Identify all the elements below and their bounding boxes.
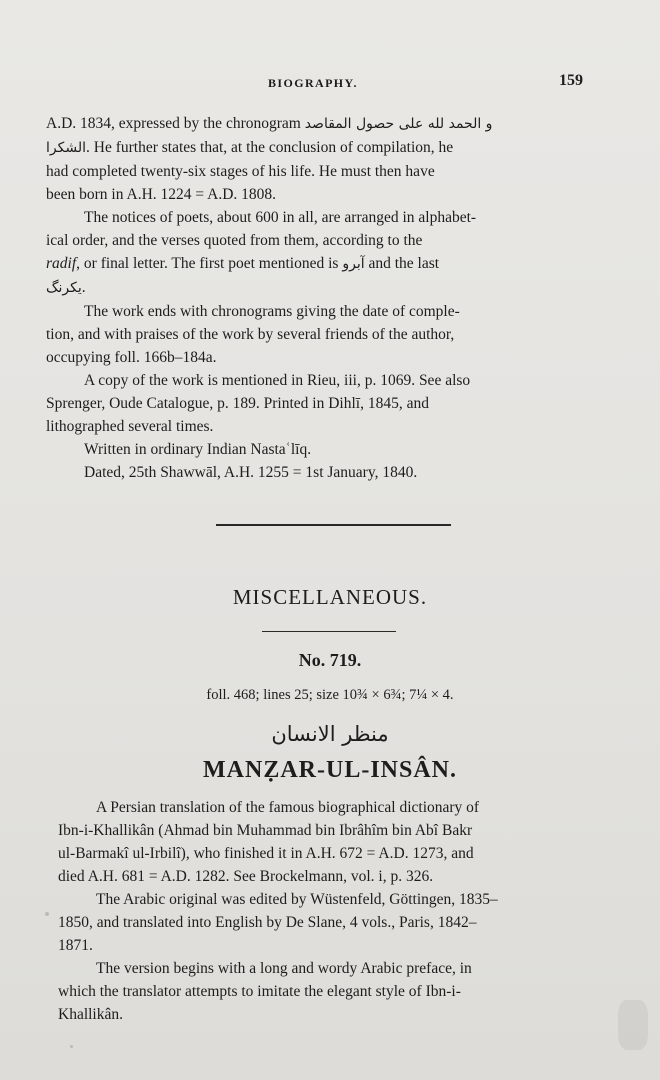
text-span: , or final letter. The first poet mentioned is (76, 255, 343, 272)
arabic-title: منظر الانسان (271, 722, 389, 746)
text-span: A.D. 1834, expressed by the chronogram (46, 115, 305, 132)
paragraph-2-line-1: The notices of poets, about 600 in all, are arranged in alphabet- (84, 209, 477, 226)
paragraph-9-line-1: The version begins with a long and wordy Arabic preface, in (96, 960, 472, 977)
bottom-text-block (58, 796, 592, 1026)
paragraph-3-line-2: tion, and with praises of the work by several friends of the author, (46, 326, 455, 343)
paragraph-9-line-2: which the translator attempts to imitate the elegant style of Ibn-i- (58, 983, 461, 1000)
paragraph-4-line-1: A copy of the work is mentioned in Rieu, iii, p. 1069. See also (84, 372, 471, 389)
arabic-chronogram-end: الشكرا (46, 140, 86, 156)
text-span: . He further states that, at the conclusion of compilation, he (86, 139, 454, 156)
page-number: 159 (559, 72, 583, 89)
folio-description: foll. 468; lines 25; size 10¾ × 6¾; 7¼ × 4. (206, 687, 454, 703)
paragraph-1-line-3: had completed twenty-six stages of his life. He must then have (46, 163, 435, 180)
heading-underline (262, 631, 396, 632)
paragraph-8-line-3: 1871. (58, 937, 93, 954)
italic-term: radif (46, 255, 77, 272)
section-heading: MISCELLANEOUS. (232, 585, 428, 609)
paragraph-7-line-3: ul-Barmakî ul-Irbilî), who finished it in A.H. 672 = A.D. 1273, and (58, 845, 474, 862)
paragraph-2-line-4 (46, 276, 586, 300)
arabic-chronogram: و الحمد لله على حصول المقاصد (304, 116, 493, 132)
paper-stain (618, 1000, 648, 1050)
paragraph-4-line-2: Sprenger, Oude Catalogue, p. 189. Printed in Dihlī, 1845, and (46, 395, 429, 412)
paragraph-2-line-3 (46, 252, 586, 276)
running-title: BIOGRAPHY. (268, 76, 358, 90)
paragraph-8-line-1: The Arabic original was edited by Wüstenfeld, Göttingen, 1835– (96, 891, 498, 908)
paragraph-5: Written in ordinary Indian Nastaʿlīq. (84, 441, 312, 458)
paragraph-2-line-2: ical order, and the verses quoted from them, according to the (46, 232, 423, 249)
arabic-first-poet: آبرو (342, 256, 365, 272)
paragraph-3-line-3: occupying foll. 166b–184a. (46, 349, 217, 366)
paragraph-9-line-3: Khallikân. (58, 1006, 123, 1023)
paragraph-1-line-2 (46, 136, 586, 160)
paragraph-4-line-3: lithographed several times. (46, 418, 214, 435)
work-title: MANẒAR-UL-INSÂN. (203, 757, 457, 783)
paragraph-7-line-2: Ibn-i-Khallikân (Ahmad bin Muhammad bin Ibrâhîm bin Abî Bakr (58, 822, 473, 839)
paragraph-7-line-1: A Persian translation of the famous biographical dictionary of (96, 799, 480, 816)
paragraph-1-line-4: been born in A.H. 1224 = A.D. 1808. (46, 186, 277, 203)
paper-speck (45, 912, 49, 916)
paragraph-3-line-1: The work ends with chronograms giving the date of comple- (84, 303, 460, 320)
paragraph-7-line-4: died A.H. 681 = A.D. 1282. See Brockelmann, vol. i, p. 326. (58, 868, 434, 885)
paragraph-1-line-1 (46, 112, 586, 136)
top-text-block (46, 112, 586, 484)
manuscript-number: No. 719. (298, 650, 362, 670)
arabic-last-poet: یکرنگ (46, 280, 82, 296)
paragraph-6: Dated, 25th Shawwāl, A.H. 1255 = 1st January, 1840. (84, 464, 418, 481)
text-span: and the last (364, 255, 440, 272)
text-span: . (81, 279, 86, 296)
paragraph-8-line-2: 1850, and translated into English by De Slane, 4 vols., Paris, 1842– (58, 914, 477, 931)
section-divider (216, 524, 451, 526)
paper-speck (70, 1045, 73, 1048)
